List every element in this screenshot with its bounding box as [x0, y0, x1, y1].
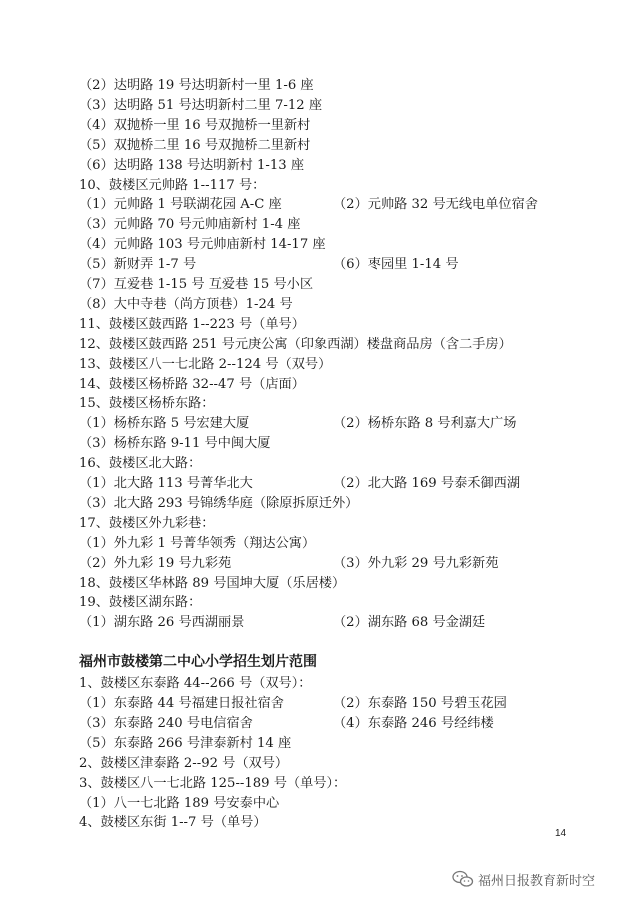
wechat-icon — [452, 870, 474, 888]
text-line — [79, 574, 345, 594]
page-number: 14 — [555, 828, 567, 839]
text-line — [79, 514, 214, 534]
line-text: （5）东泰路 266 号津泰新村 14 座 — [79, 735, 292, 751]
line-text-second-column: （2）北大路 169 号泰禾御西湖 — [333, 476, 521, 491]
line-text: （3）元帅路 70 号元帅庙新村 1-4 座 — [79, 217, 301, 233]
text-line — [79, 474, 521, 494]
line-text: （5）新财弄 1-7 号 — [79, 257, 197, 273]
line-text-second-column: （2）湖东路 68 号金湖廷 — [333, 615, 486, 631]
text-line — [79, 674, 311, 694]
text-line — [79, 156, 304, 176]
line-text: （7）互爱巷 1-15 号 互爱巷 15 号小区 — [79, 277, 314, 292]
text-line — [79, 215, 300, 235]
line-text: 2、鼓楼区津泰路 2--92 号（双号） — [79, 755, 289, 771]
text-line — [79, 275, 313, 295]
line-text: （1）湖东路 26 号西湖丽景 — [79, 615, 245, 631]
text-line — [79, 295, 293, 315]
line-text: 17、鼓楼区外九彩巷： — [79, 515, 215, 531]
line-text: （3）东泰路 240 号电信宿舍 — [79, 715, 253, 731]
text-line — [79, 593, 201, 613]
text-line — [79, 315, 305, 335]
text-line — [79, 554, 499, 574]
text-line — [79, 335, 512, 355]
line-text-second-column: （2）杨桥东路 8 号利嘉大广场 — [333, 416, 517, 432]
line-text: （1）杨桥东路 5 号宏建大厦 — [79, 416, 250, 432]
text-line — [79, 774, 346, 794]
line-text: 10、鼓楼区元帅路 1--117 号： — [79, 177, 266, 193]
line-text: （2）达明路 19 号达明新村一里 1-6 座 — [79, 78, 314, 93]
text-line — [79, 176, 265, 196]
line-text: （6）达明路 138 号达明新村 1-13 座 — [79, 157, 305, 173]
text-line — [79, 414, 517, 434]
line-text: 13、鼓楼区八一七北路 2--124 号（双号） — [79, 356, 332, 372]
line-text: 18、鼓楼区华林路 89 号国坤大厦（乐居楼） — [79, 575, 346, 591]
line-text: （4）双抛桥一里 16 号双抛桥一里新村 — [79, 117, 311, 133]
text-line — [79, 394, 214, 414]
line-text: （1）八一七北路 189 号安泰中心 — [79, 795, 280, 811]
line-text: （2）外九彩 19 号九彩苑 — [79, 555, 232, 571]
text-line — [79, 613, 486, 633]
line-text: （4）元帅路 103 号元帅庙新村 14-17 座 — [79, 237, 326, 253]
watermark — [452, 869, 595, 889]
text-line — [79, 534, 315, 554]
watermark-text: 福州日报教育新时空 — [478, 873, 596, 889]
text-line — [79, 136, 310, 156]
text-line — [79, 116, 310, 136]
line-text-second-column: （4）东泰路 246 号经纬楼 — [333, 715, 494, 731]
text-line — [79, 375, 305, 395]
text-line — [79, 76, 314, 96]
text-line — [79, 355, 331, 375]
line-text: （5）双抛桥二里 16 号双抛桥二里新村 — [79, 137, 311, 153]
text-line — [79, 794, 279, 814]
line-text: （3）杨桥东路 9-11 号中闽大厦 — [79, 436, 271, 452]
text-line — [79, 195, 538, 215]
text-line — [79, 434, 270, 454]
text-line — [79, 754, 288, 774]
line-text: 15、鼓楼区杨桥东路： — [79, 396, 215, 412]
text-line — [79, 96, 322, 116]
line-text: 4、鼓楼区东街 1--7 号（单号） — [79, 815, 267, 831]
text-line — [79, 255, 459, 275]
line-text-second-column: （3）外九彩 29 号九彩新苑 — [333, 555, 499, 571]
line-text: （1）北大路 113 号菁华北大 — [79, 476, 253, 491]
line-text: 1、鼓楼区东泰路 44--266 号（双号）： — [79, 676, 312, 692]
text-line — [79, 235, 326, 255]
line-text: 19、鼓楼区湖东路： — [79, 595, 202, 611]
line-text: （1）元帅路 1 号联湖花园 A-C 座 — [79, 197, 282, 213]
text-line — [79, 714, 494, 734]
line-text-second-column: （2）元帅路 32 号无线电单位宿舍 — [333, 197, 538, 213]
line-text: （3）北大路 293 号锦绣华庭（除原拆原迁外） — [79, 495, 359, 511]
text-line — [79, 734, 291, 754]
line-text: （8）大中寺巷（尚方顶巷）1-24 号 — [79, 296, 293, 312]
line-text: （3）达明路 51 号达明新村二里 7-12 座 — [79, 97, 323, 113]
text-line — [79, 454, 201, 474]
text-line — [79, 694, 507, 714]
section-title: 福州市鼓楼第二中心小学招生划片范围 — [79, 654, 317, 671]
text-line — [79, 813, 267, 833]
line-text: （1）外九彩 1 号菁华领秀（翔达公寓） — [79, 535, 316, 551]
line-text: 14、鼓楼区杨桥路 32--47 号（店面） — [79, 376, 305, 392]
line-text: 11、鼓楼区鼓西路 1--223 号（单号） — [79, 316, 305, 332]
line-text: 3、鼓楼区八一七北路 125--189 号（单号）： — [79, 775, 347, 791]
line-text-second-column: （6）枣园里 1-14 号 — [333, 257, 459, 273]
text-line — [79, 494, 358, 514]
line-text: 12、鼓楼区鼓西路 251 号元庚公寓（印象西湖）楼盘商品房（含二手房） — [79, 336, 512, 352]
line-text: 16、鼓楼区北大路： — [79, 456, 202, 472]
line-text: （1）东泰路 44 号福建日报社宿舍 — [79, 696, 284, 711]
line-text-second-column: （2）东泰路 150 号碧玉花园 — [333, 696, 507, 711]
